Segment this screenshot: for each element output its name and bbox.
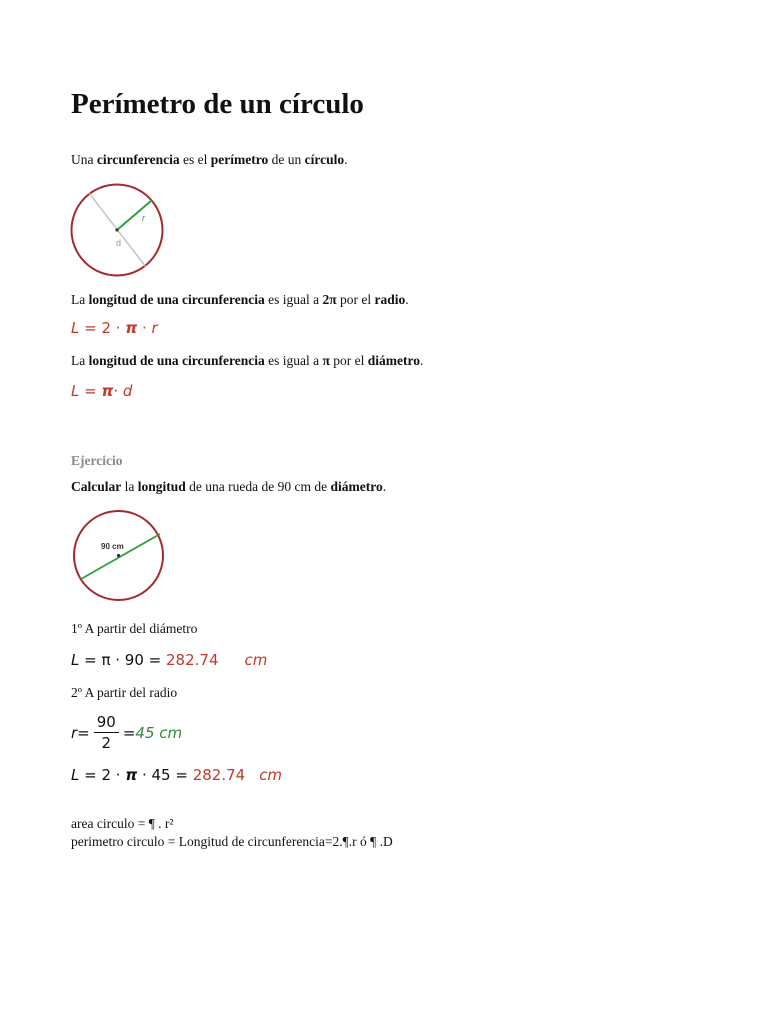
fraction-denominator: 2 — [101, 734, 112, 752]
intro-text: de un — [268, 152, 305, 167]
diameter-label: d — [116, 238, 122, 248]
formula1-L: L — [71, 319, 80, 337]
wheel-center-point — [117, 554, 120, 557]
intro-text: es el — [179, 152, 211, 167]
rule2-bold-longitud: longitud de una circunferencia — [88, 353, 265, 368]
step2-L: L — [71, 766, 80, 784]
step2-radius-formula — [71, 712, 182, 753]
formula2-d: d — [122, 382, 133, 400]
rule1-text: . — [405, 292, 409, 307]
rule1-bold-2pi: 2π — [322, 292, 337, 307]
intro-bold-perimetro: perímetro — [210, 152, 269, 167]
circle-diagram-wheel — [70, 506, 170, 606]
rule-radius-paragraph — [71, 291, 409, 308]
rule1-bold-longitud: longitud de una circunferencia — [88, 292, 265, 307]
rule1-text: por el — [336, 292, 375, 307]
exercise-statement — [71, 478, 386, 495]
step1-L: L — [71, 651, 80, 669]
step2-r: r — [71, 723, 78, 742]
step1-formula — [71, 650, 267, 670]
rule2-text: por el — [329, 353, 368, 368]
note-area: area circulo = ¶ . r² — [71, 816, 174, 831]
step2-length-result: 282.74 — [192, 766, 246, 784]
exercise-text: la — [121, 479, 138, 494]
exercise-heading: Ejercicio — [71, 453, 123, 468]
step1-label: 1º A partir del diámetro — [71, 621, 198, 636]
step2-expr: = 2 · — [79, 766, 126, 784]
wheel-diameter-label: 90 cm — [101, 542, 124, 551]
formula2-dot: · — [113, 382, 123, 400]
rule1-text: La — [71, 292, 89, 307]
step2-fraction — [94, 712, 119, 753]
step2-length-unit: cm — [259, 766, 283, 784]
step1-result: 282.74 — [166, 651, 219, 669]
fraction-numerator: 90 — [94, 712, 119, 733]
formula1-dot: · — [137, 319, 152, 337]
exercise-bold-calcular: Calcular — [71, 479, 122, 494]
formula-radius — [71, 318, 158, 338]
rule-diameter-paragraph — [71, 352, 423, 369]
formula2-eq: = — [79, 382, 102, 400]
rule2-text: es igual a — [264, 353, 323, 368]
step2-eq1: = — [77, 723, 90, 742]
formula1-r: r — [151, 319, 158, 337]
rule2-bold-diametro: diámetro — [367, 353, 421, 368]
exercise-text: de una rueda de 90 cm de — [185, 479, 331, 494]
step1-unit: cm — [244, 651, 268, 669]
step2-eq2: = — [122, 723, 136, 742]
formula1-pi: π — [125, 319, 138, 337]
formula-diameter — [71, 381, 132, 401]
radius-line — [117, 200, 152, 230]
formula2-L: L — [71, 382, 80, 400]
rule2-text: La — [71, 353, 89, 368]
step2-expr2: · 45 = — [137, 766, 193, 784]
intro-text: . — [344, 152, 348, 167]
step2-length-formula — [71, 765, 282, 785]
intro-bold-circunferencia: circunferencia — [96, 152, 180, 167]
center-point — [115, 228, 118, 231]
exercise-bold-diametro: diámetro — [330, 479, 383, 494]
note-perimeter: perimetro circulo = Longitud de circunferencia=2.¶.r ó ¶ .D — [71, 834, 393, 849]
step2-label: 2º A partir del radio — [71, 685, 178, 700]
wheel-diameter-line — [81, 534, 160, 579]
intro-paragraph — [71, 151, 347, 168]
rule1-bold-radio: radio — [374, 292, 406, 307]
intro-bold-circulo: círculo — [304, 152, 345, 167]
formula2-pi: π — [101, 382, 114, 400]
page-title: Perímetro de un círculo — [71, 88, 364, 120]
rule2-bold-pi: π — [322, 353, 330, 368]
step2-radius-result: 45 cm — [135, 723, 183, 742]
step2-pi: π — [125, 766, 138, 784]
exercise-bold-longitud: longitud — [137, 479, 186, 494]
circle-diagram-radius — [68, 180, 168, 280]
rule2-text: . — [420, 353, 424, 368]
exercise-text: . — [382, 479, 387, 494]
intro-text: Una — [71, 152, 97, 167]
rule1-text: es igual a — [264, 292, 323, 307]
formula1-eq: = 2 · — [79, 319, 126, 337]
step1-expr: = π · 90 = — [79, 651, 166, 669]
radius-label: r — [142, 213, 145, 223]
